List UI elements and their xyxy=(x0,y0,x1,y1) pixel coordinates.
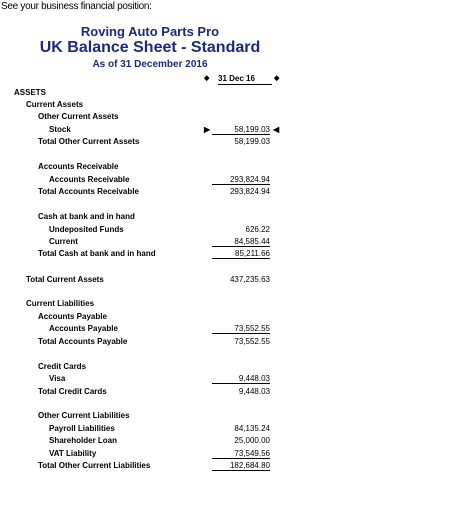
intro-text: See your business financial position: xyxy=(1,1,152,12)
row-value[interactable]: 182,684.80 xyxy=(212,461,270,471)
row-current[interactable] xyxy=(0,237,456,249)
selection-left-arrow-icon: ▶ xyxy=(204,125,211,134)
row-accounts-payable[interactable] xyxy=(0,324,456,336)
row-label: Other Current Assets xyxy=(38,112,119,121)
row-accounts-receivable[interactable] xyxy=(0,175,456,187)
row-value[interactable]: 9,448.03 xyxy=(238,387,270,396)
row-label: Current Liabilities xyxy=(26,299,95,308)
row-label: Total Cash at bank and in hand xyxy=(38,249,156,258)
row-label: Accounts Payable xyxy=(49,324,118,333)
row-stock[interactable] xyxy=(0,125,456,137)
report-title: UK Balance Sheet - Standard xyxy=(39,39,261,56)
row-value[interactable]: 293,824.94 xyxy=(229,187,270,196)
row-value[interactable]: 84,585.44 xyxy=(212,237,270,247)
row-label: Accounts Payable xyxy=(38,312,107,321)
row-cash-at-bank-header[interactable] xyxy=(0,212,456,224)
row-value[interactable]: 73,552.55 xyxy=(212,324,270,334)
row-value[interactable]: 73,552.55 xyxy=(234,337,270,346)
row-label: Total Other Current Liabilities xyxy=(38,461,151,470)
row-value[interactable]: 73,549.56 xyxy=(212,449,270,459)
row-current-assets[interactable] xyxy=(0,100,456,112)
row-value[interactable]: 58,199.03 xyxy=(212,125,270,135)
row-value[interactable]: 9,448.03 xyxy=(212,374,270,384)
report-date: As of 31 December 2016 xyxy=(92,59,208,70)
row-label: Total Accounts Receivable xyxy=(38,187,139,196)
row-total-other-current-assets[interactable] xyxy=(0,137,456,149)
column-right-diamond-icon[interactable]: ◆ xyxy=(274,75,280,82)
row-label: Accounts Receivable xyxy=(49,175,130,184)
row-label: Total Credit Cards xyxy=(38,387,107,396)
row-visa[interactable] xyxy=(0,374,456,386)
row-label: ASSETS xyxy=(14,88,47,97)
row-label: Stock xyxy=(49,125,71,134)
column-header-underline xyxy=(218,84,272,85)
row-total-cash-at-bank[interactable] xyxy=(0,249,456,261)
row-assets[interactable] xyxy=(0,88,456,100)
row-total-other-current-liabilities[interactable] xyxy=(0,461,456,473)
row-value[interactable]: 58,199.03 xyxy=(234,137,270,146)
row-value[interactable]: 25,000.00 xyxy=(234,436,270,445)
company-name: Roving Auto Parts Pro xyxy=(80,24,220,39)
row-value[interactable]: 293,824.94 xyxy=(212,175,270,185)
row-current-liabilities[interactable] xyxy=(0,299,456,311)
selection-right-arrow-icon: ◀ xyxy=(273,125,280,134)
row-credit-cards-header[interactable] xyxy=(0,362,456,374)
row-label: VAT Liability xyxy=(49,449,97,458)
row-label: Current Assets xyxy=(26,100,84,109)
column-left-diamond-icon[interactable]: ◆ xyxy=(204,75,210,82)
row-label: Payroll Liabilities xyxy=(49,424,115,433)
row-other-current-assets[interactable] xyxy=(0,112,456,124)
row-label: Total Current Assets xyxy=(26,275,104,284)
row-shareholder-loan[interactable] xyxy=(0,436,456,448)
row-value[interactable]: 626.22 xyxy=(245,225,270,234)
row-undeposited-funds[interactable] xyxy=(0,225,456,237)
row-label: Total Accounts Payable xyxy=(38,337,128,346)
column-header[interactable] xyxy=(200,73,280,87)
row-total-accounts-receivable[interactable] xyxy=(0,187,456,199)
row-label: Current xyxy=(49,237,78,246)
row-accounts-receivable-header[interactable] xyxy=(0,162,456,174)
row-label: Cash at bank and in hand xyxy=(38,212,135,221)
row-label: Credit Cards xyxy=(38,362,87,371)
row-label: Visa xyxy=(49,374,66,383)
column-header-label: 31 Dec 16 xyxy=(218,74,255,83)
row-value[interactable]: 84,135.24 xyxy=(234,424,270,433)
row-other-current-liabilities-header[interactable] xyxy=(0,411,456,423)
row-value[interactable]: 437,235.63 xyxy=(229,275,270,284)
row-value[interactable]: 85,211.66 xyxy=(212,249,270,259)
row-label: Undeposited Funds xyxy=(49,225,124,234)
row-vat-liability[interactable] xyxy=(0,449,456,461)
row-label: Total Other Current Assets xyxy=(38,137,140,146)
row-label: Shareholder Loan xyxy=(49,436,118,445)
row-total-credit-cards[interactable] xyxy=(0,387,456,399)
row-total-accounts-payable[interactable] xyxy=(0,337,456,349)
row-label: Accounts Receivable xyxy=(38,162,119,171)
row-label: Other Current Liabilities xyxy=(38,411,130,420)
row-total-current-assets[interactable] xyxy=(0,275,456,287)
row-accounts-payable-header[interactable] xyxy=(0,312,456,324)
row-payroll-liabilities[interactable] xyxy=(0,424,456,436)
